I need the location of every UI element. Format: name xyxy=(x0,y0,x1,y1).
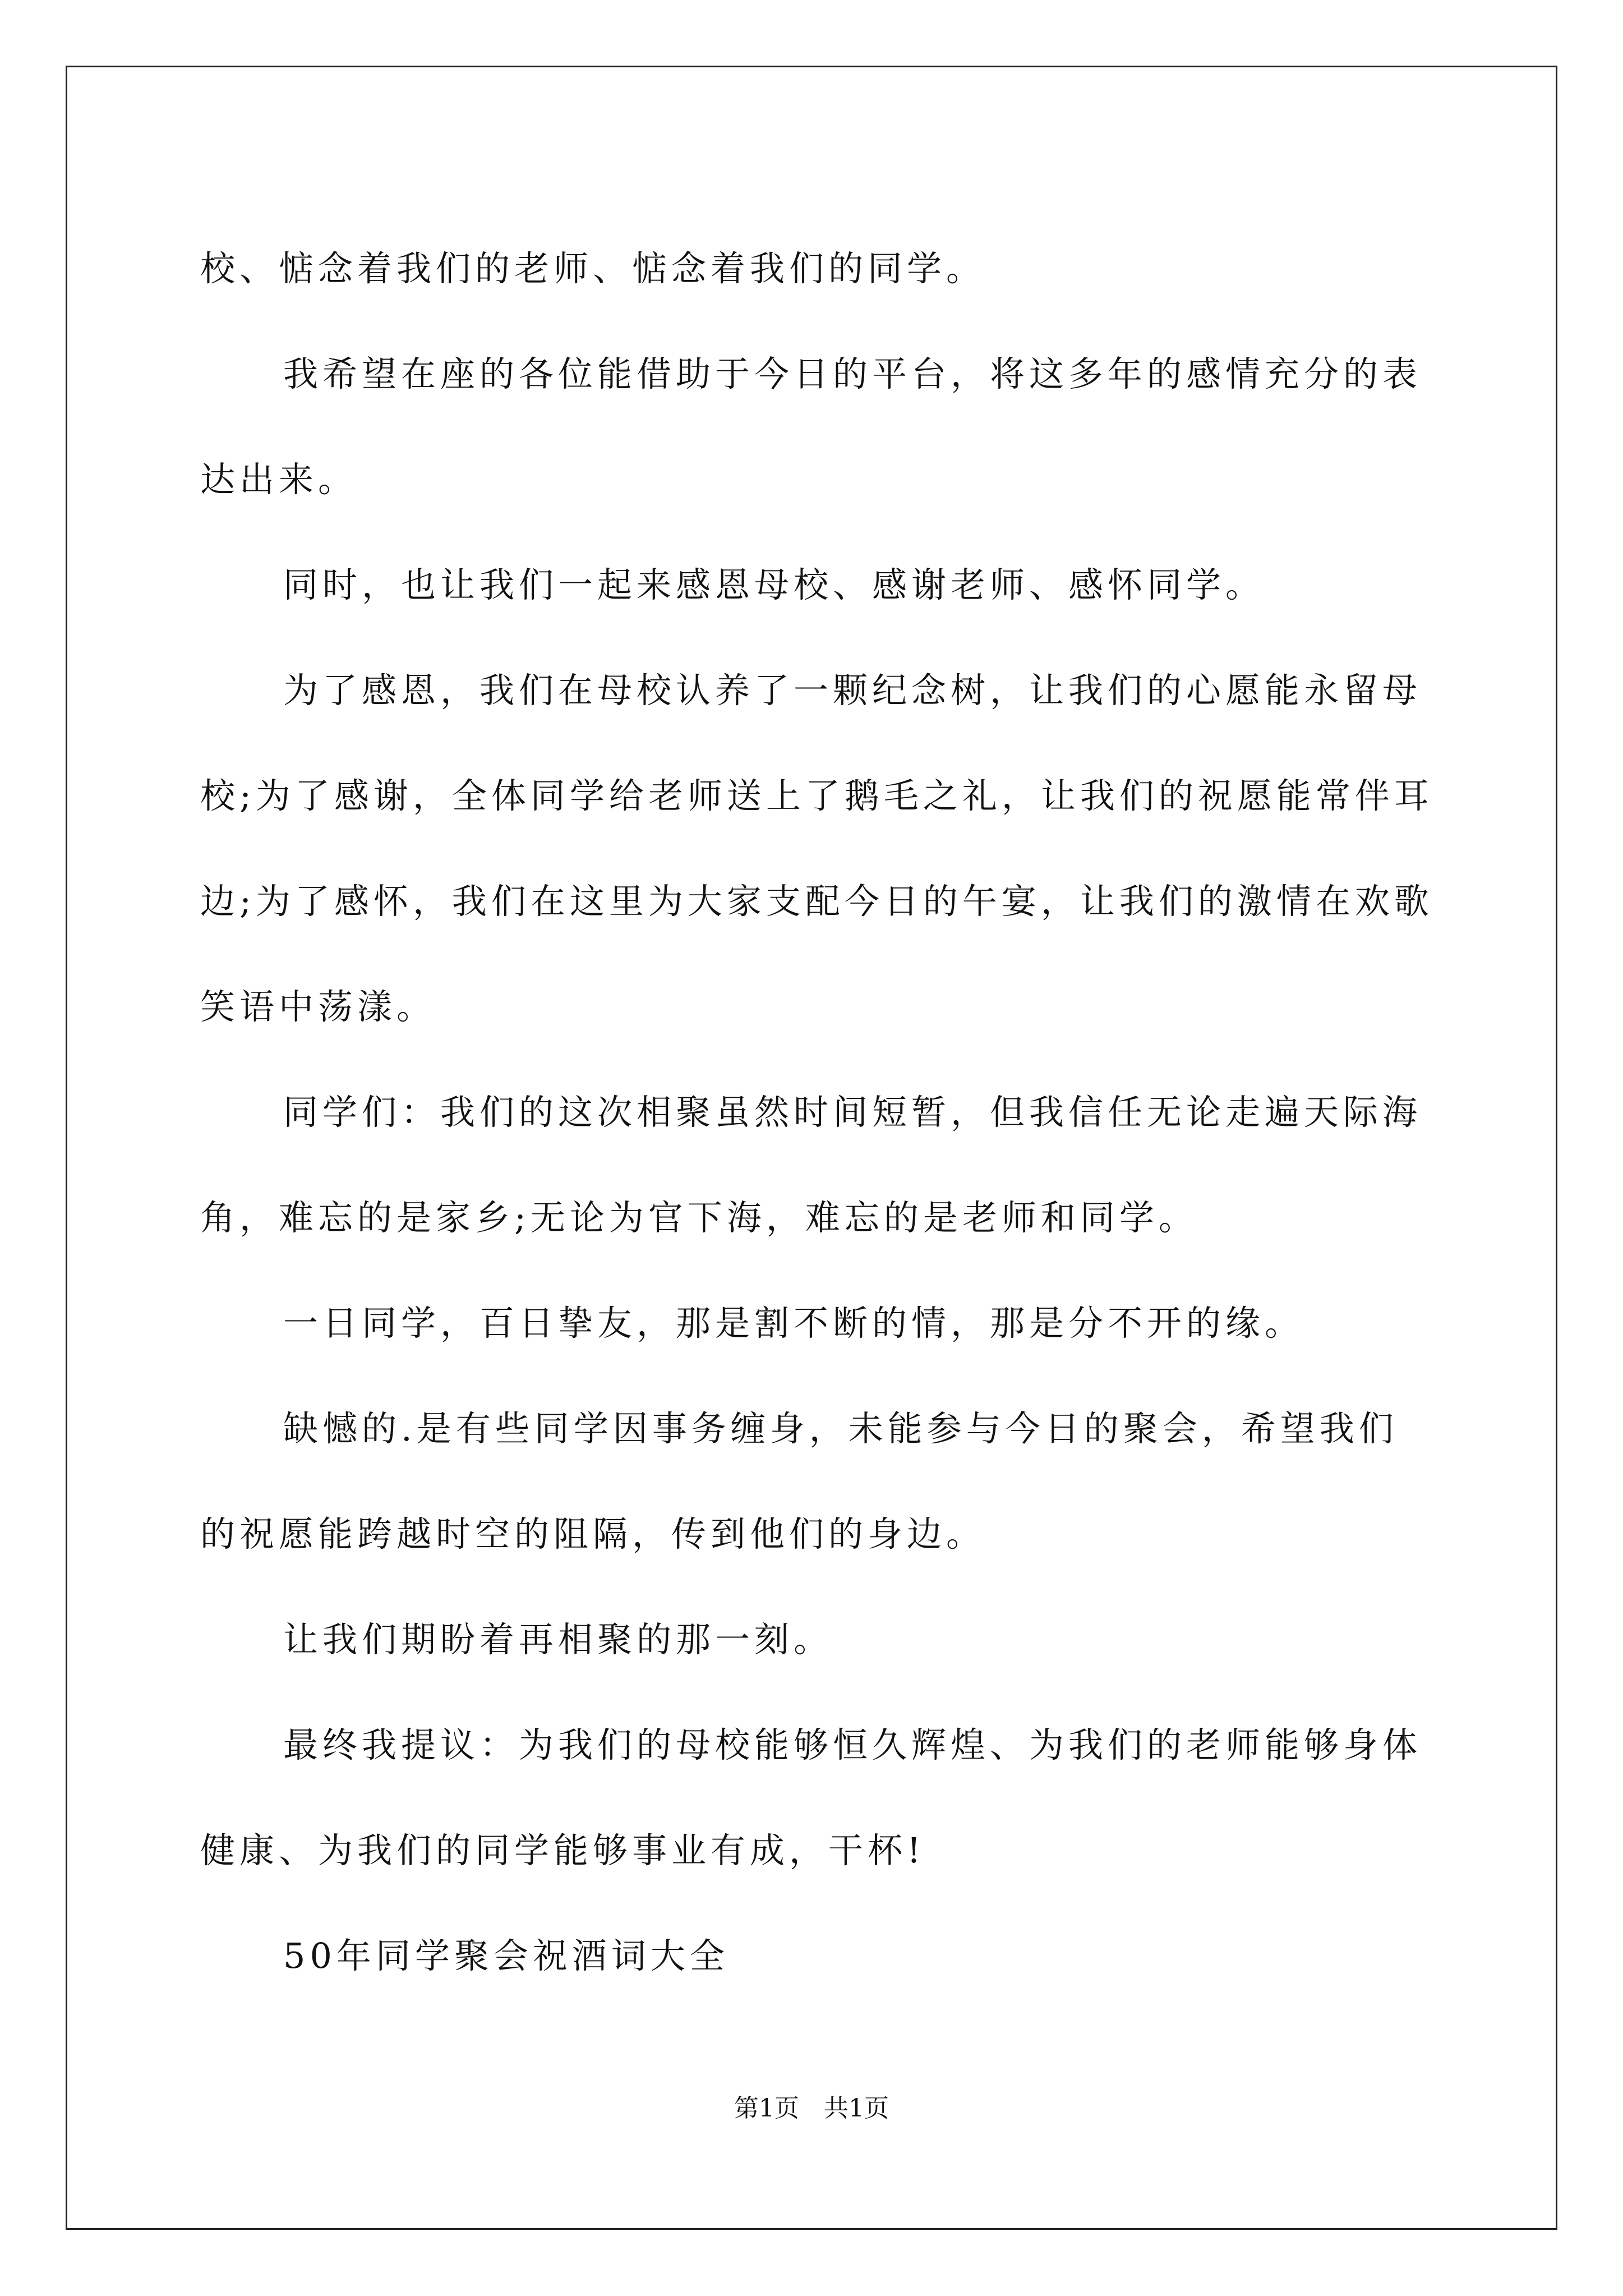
paragraph-7: 缺憾的.是有些同学因事务缠身，未能参与今日的聚会，希望我们的祝愿能跨越时空的阻隔，传到他们的身边。 xyxy=(200,1408,1398,1554)
paragraph-5: 同学们：我们的这次相聚虽然时间短暂，但我信任无论走遍天际海角，难忘的是家乡;无论为官下海，难忘的是老师和同学。 xyxy=(200,1092,1422,1238)
paragraph-3: 同时，也让我们一起来感恩母校、感谢老师、感怀同学。 xyxy=(283,564,1265,605)
paragraph-9: 最终我提议：为我们的母校能够恒久辉煌、为我们的老师能够身体健康、为我们的同学能够事业有成，干杯! xyxy=(200,1724,1422,1871)
paragraph-1: 校、惦念着我们的老师、惦念着我们的同学。 xyxy=(200,248,986,289)
document-body xyxy=(200,216,1434,2009)
paragraph-4: 为了感恩，我们在母校认养了一颗纪念树，让我们的心愿能永留母校;为了感谢，全体同学给老师送上了鹅毛之礼，让我们的祝愿能常伴耳边;为了感怀，我们在这里为大家支配今日的午宴，让我们的激情在欢歌笑语中荡漾。 xyxy=(200,670,1433,1027)
paragraph-2: 我希望在座的各位能借助于今日的平台，将这多年的感情充分的表达出来。 xyxy=(200,353,1422,500)
paragraph-10: 50年同学聚会祝酒词大全 xyxy=(283,1935,729,1976)
page-number-footer: 第1页 共1页 xyxy=(734,2094,889,2123)
paragraph-8: 让我们期盼着再相聚的那一刻。 xyxy=(283,1619,833,1660)
paragraph-6: 一日同学，百日挚友，那是割不断的情，那是分不开的缘。 xyxy=(283,1303,1304,1343)
